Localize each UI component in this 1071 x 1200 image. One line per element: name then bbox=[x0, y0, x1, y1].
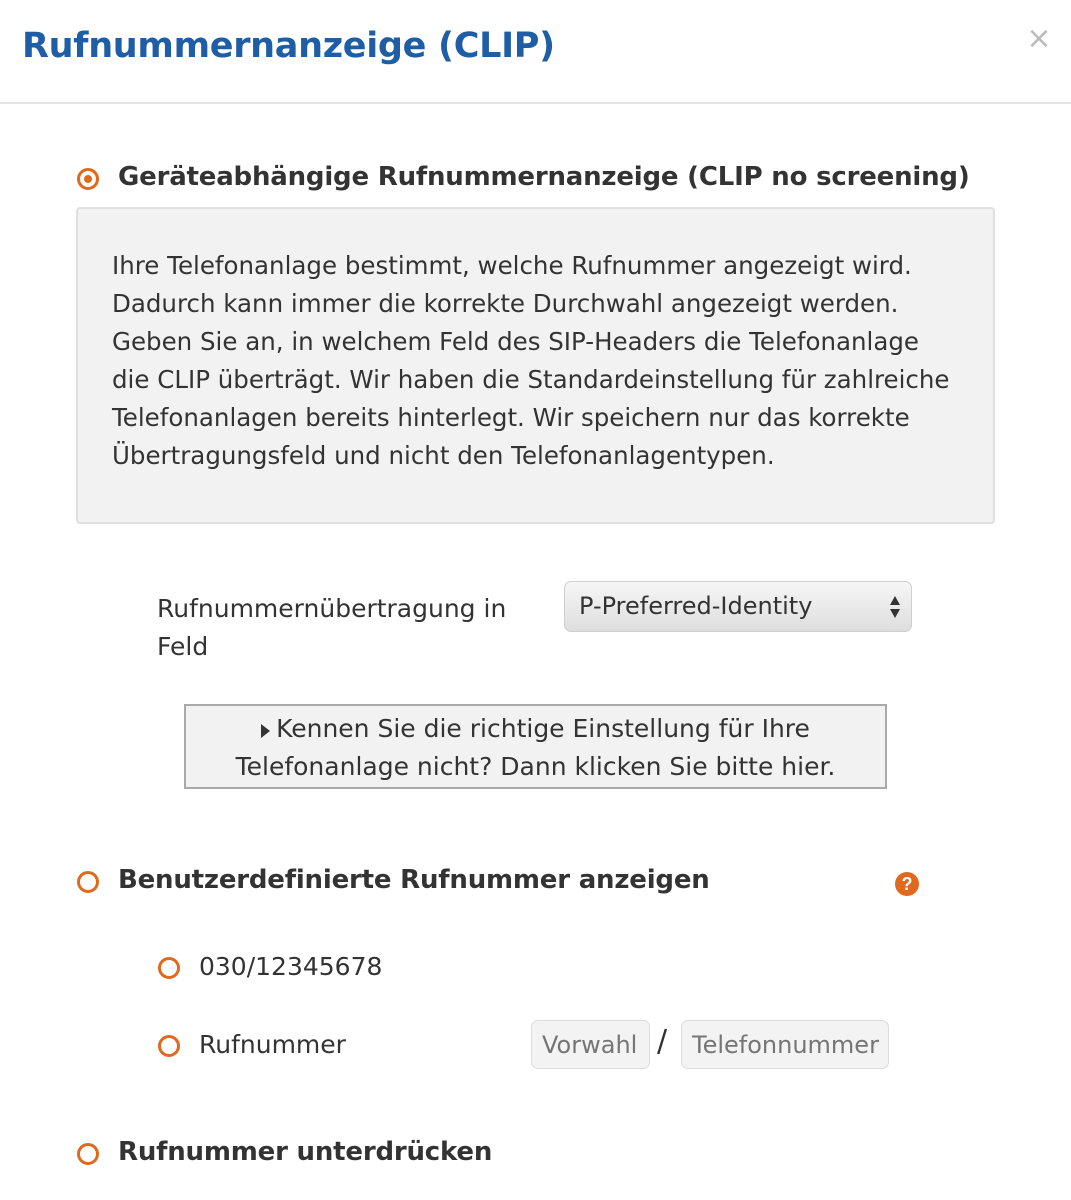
dialog-title: Rufnummernanzeige (CLIP) bbox=[22, 26, 555, 66]
number-030-label[interactable]: 030/12345678 bbox=[199, 952, 383, 981]
help-question-icon[interactable]: ? bbox=[895, 872, 919, 896]
radio-suppress-number[interactable] bbox=[77, 1143, 99, 1165]
info-box bbox=[76, 207, 995, 524]
radio-custom-rufnummer[interactable] bbox=[158, 1035, 180, 1057]
radio-number-030[interactable] bbox=[158, 957, 180, 979]
telefonnummer-input[interactable] bbox=[681, 1020, 889, 1069]
option-custom-number-label[interactable]: Benutzerdefinierte Rufnummer anzeigen bbox=[118, 865, 710, 895]
select-arrows-icon bbox=[888, 594, 902, 620]
transmission-field-select[interactable] bbox=[564, 581, 912, 632]
transmission-field-value: P-Preferred-Identity bbox=[579, 592, 813, 620]
transmission-field-label: Rufnummernübertragung in Feld bbox=[157, 594, 507, 661]
close-icon[interactable]: × bbox=[1026, 21, 1052, 56]
option-device-clip-label[interactable]: Geräteabhängige Rufnummernanzeige (CLIP no screening) bbox=[118, 162, 970, 192]
expand-triangle-icon bbox=[261, 724, 270, 738]
radio-device-clip[interactable] bbox=[77, 168, 99, 190]
dialog-header bbox=[0, 0, 1071, 104]
vorwahl-input[interactable] bbox=[531, 1020, 650, 1069]
option-suppress-number-label[interactable]: Rufnummer unterdrücken bbox=[118, 1137, 493, 1167]
pbx-help-button[interactable] bbox=[184, 704, 887, 789]
number-separator: / bbox=[657, 1024, 668, 1059]
pbx-help-label: Kennen Sie die richtige Einstellung für Ihre Telefonanlage nicht? Dann klicken Sie bitte hier. bbox=[235, 714, 836, 781]
info-text: Ihre Telefonanlage bestimmt, welche Rufnummer angezeigt wird. Dadurch kann immer die korrekte Durchwahl angezeigt werden. Geben Sie an, in welchem Feld des SIP-Headers die Telefonanlage die CLIP überträgt. Wir haben die Standardeinstellung für zahlreiche Telefonanlagen bereits hinterlegt. Wir speichern nur das korrekte Übertragungsfeld und nicht den Telefonanlagentypen. bbox=[112, 251, 950, 470]
radio-custom-number[interactable] bbox=[77, 871, 99, 893]
custom-rufnummer-label[interactable]: Rufnummer bbox=[199, 1030, 346, 1059]
